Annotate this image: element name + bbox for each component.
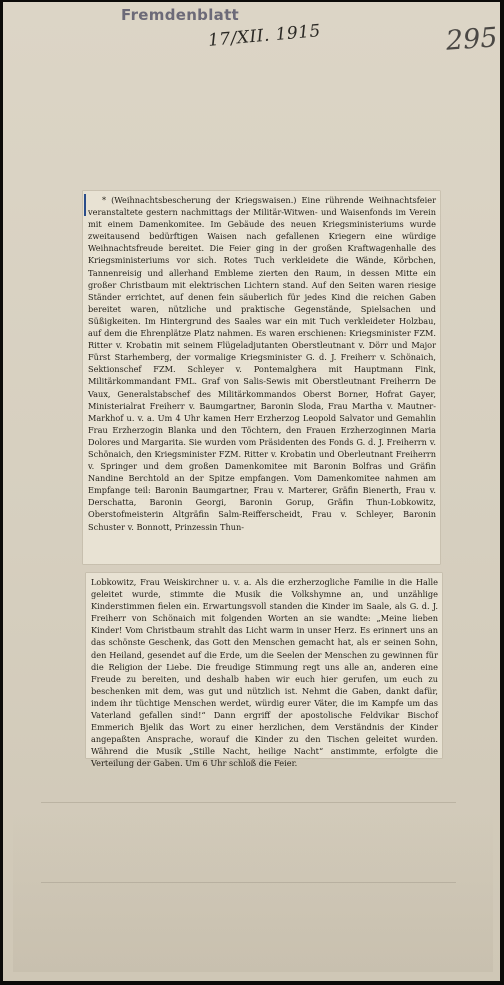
handwritten-page-number: 295 (444, 22, 499, 57)
newspaper-stamp: Fremdenblatt (121, 6, 240, 24)
handwritten-date: 17/XII. 1915 (207, 21, 322, 51)
paper-fold-line (41, 802, 456, 803)
article-text-part-1: * (Weihnachtsbescherung der Kriegswaisen.) Eine rührende Weihnachtsfeier veranstaltete gestern nachmittags der Militär-Witwen- und Waisenfonds im Verein mit einem Damenkomitee. Im Gebäude des neuen Kriegsministeriums wurde zweitausend bedürftigen Waisen nach gefallenen Kriegern eine würdige Weihnachtsfreude bereitet. Die Feier ging in der großen Kraftwagenhalle des Kriegsministeriums vor sich. Rotes Tuch verkleidete die Wände, Körbchen, Tannenreisig und allerhand Embleme zierten den Raum, in dessen Mitte ein großer Christbaum mit elektrischen Lichtern stand. Auf den Seiten waren riesige Ständer errichtet, auf denen fein säuberlich für jedes Kind die reichen Gaben bereitet waren, nützliche und praktische Gegenstände, Spielsachen und Süßigkeiten. Im Hintergrund des Saales war ein mit Tuch verkleideter Holzbau, auf dem die Ehrenplätze Platz nahmen. Es waren erschienen: Kriegsminister FZM. Ritter v. Krobatin mit seinem Flügeladjutanten Oberstleutnant v. Dörr und Major Fürst Starhemberg, der vormalige Kriegsminister G. d. J. Freiherr v. Schönaich, Sektionschef FZM. Schleyer v. Pontemalghera mit Hauptmann Fink, Militärkommandant FML. Graf von Salis-Sewis mit Oberstleutnant Freiherrn De Vaux, Generalstabschef des Militärkommandos Oberst Borner, Hofrat Gayer, Ministerialrat Freiherr v. Baumgartner, Baronin Sloda, Frau Martha v. Mautner-Markhof u. v. a. Um 4 Uhr kamen Herr Erzherzog Leopold Salvator und Gemahlin Frau Erzherzogin Blanka und den Töchtern, den Frauen Erzherzoginnen Maria Dolores und Margarita. Sie wurden vom Präsidenten des Fonds G. d. J. Freiherrn v. Schönaich, den Kriegsminister FZM. Ritter v. Krobatin und Oberleutnant Freiherrn v. Springer und dem großen Damenkomitee mit Baronin Bolfras und Gräfin Nandine Berchtold an der Spitze empfangen. Vom Damenkomitee nahmen am Empfange teil: Baronin Baumgartner, Frau v. Marterer, Gräfin Bienerth, Frau v. Derschatta, Baronin Georgi, Baronin Gorup, Gräfin Thun-Lobkowitz, Oberstofmeisterin Altgräfin Salm-Reifferscheidt, Frau v. Schleyer, Baronin Schuster v. Bonnott, Prinzessin Thun- (88, 195, 436, 532)
article-clipping-part-1 (83, 191, 440, 564)
archive-sheet (3, 2, 500, 981)
article-clipping-part-2 (86, 573, 442, 769)
paper-shading (13, 812, 493, 972)
article-text-part-2: Lobkowitz, Frau Weiskirchner u. v. a. Als die erzherzogliche Familie in die Halle geleitet wurde, stimmte die Musik die Volkshymne an, und unzählige Kinderstimmen fielen ein. Erwartungsvoll standen die Kinder im Saale, als G. d. J. Freiherr von Schönaich mit folgenden Worten an sie wandte: „Meine lieben Kinder! Vom Christbaum strahlt das Licht warm in unser Herz. Es erinnert uns an das schönste Geschenk, das Gott den Menschen gemacht hat, als er seinen Sohn, den Heiland, gesendet auf die Erde, um die Seelen der Menschen zu gewinnen für die Religion der Liebe. Die freudige Stimmung regt uns alle an, anderen eine Freude zu bereiten, und deshalb haben wir euch hier gerufen, um euch zu beschenken mit dem, was gut und nützlich ist. Nehmt die Gaben, dankt dafür, indem ihr tüchtige Menschen werdet, würdig eurer Väter, die im Kampfe um das Vaterland gefallen sind!“ Dann ergriff der apostolische Feldvikar Bischof Emmerich Bjelik das Wort zu einer herzlichen, dem Verständnis der Kinder angepaßten Ansprache, worauf die Kinder zu den Tischen geleitet wurden. Während die Musik „Stille Nacht, heilige Nacht“ anstimmte, erfolgte die Verteilung der Gaben. Um 6 Uhr schloß die Feier. (91, 577, 438, 769)
